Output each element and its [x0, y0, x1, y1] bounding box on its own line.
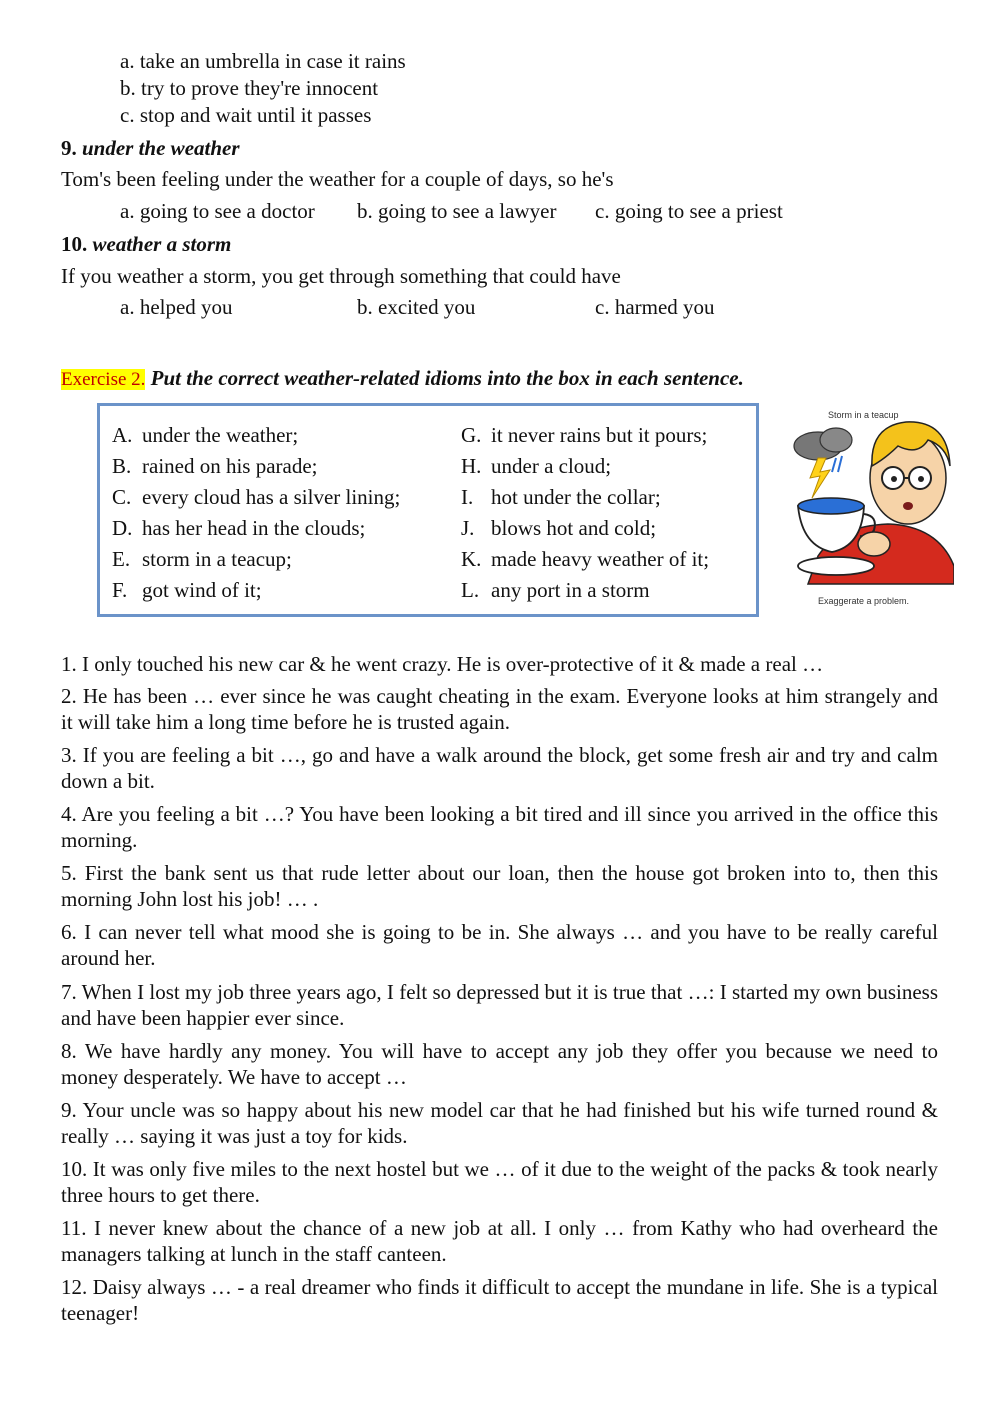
q9-heading [61, 135, 240, 161]
idiom-option-b: B. rained on his parade; [112, 454, 318, 478]
idiom-option-k: K. made heavy weather of it; [461, 547, 710, 571]
idiom-option-i: I. hot under the collar; [461, 485, 661, 509]
q8-option-b: b. try to prove they're innocent [120, 76, 379, 100]
cartoon-caption-top: Storm in a teacup [828, 410, 899, 420]
idiom-option-c: C. every cloud has a silver lining; [112, 485, 401, 509]
sentence-6: 6. I can never tell what mood she is going to be in. She always … and you have to be really careful around her. [61, 920, 938, 970]
q9-option-a: a. going to see a doctor [120, 199, 315, 223]
q9-idiom: under the weather [82, 136, 240, 160]
storm-in-teacup-illustration [778, 406, 954, 612]
q10-sentence: If you weather a storm, you get through something that could have [61, 264, 621, 288]
q9-option-c: c. going to see a priest [595, 199, 783, 223]
q10-heading [61, 231, 231, 257]
idiom-option-d: D. has her head in the clouds; [112, 516, 366, 540]
sentence-2: 2. He has been … ever since he was caught cheating in the exam. Everyone looks at him strangely and it will take him a long time before he is trusted again. [61, 684, 938, 734]
cartoon-caption-bottom: Exaggerate a problem. [818, 596, 910, 606]
sentence-11: 11. I never knew about the chance of a new job at all. I only … from Kathy who had overheard the managers talking at lunch in the staff canteen. [61, 1216, 938, 1266]
q9-number: 9. [61, 136, 77, 160]
sentence-8: 8. We have hardly any money. You will have to accept any job they offer you because we need to money desperately. We have to accept … [61, 1039, 938, 1089]
sentence-9: 9. Your uncle was so happy about his new model car that he had finished but his wife turned round & really … saying it was just a toy for kids. [61, 1098, 938, 1148]
q8-option-a: a. take an umbrella in case it rains [120, 49, 406, 73]
idiom-option-f: F. got wind of it; [112, 578, 262, 602]
exercise2-instruction: Put the correct weather-related idioms into the box in each sentence. [150, 366, 744, 390]
q10-option-c: c. harmed you [595, 295, 715, 319]
sentence-4: 4. Are you feeling a bit …? You have been looking a bit tired and ill since you arrived in the office this morning. [61, 802, 938, 852]
q10-idiom: weather a storm [92, 232, 232, 256]
sentence-5: 5. First the bank sent us that rude letter about our loan, then the house got broken into to, then this morning John lost his job! … . [61, 861, 938, 911]
q9-option-b: b. going to see a lawyer [357, 199, 557, 223]
q9-sentence: Tom's been feeling under the weather for a couple of days, so he's [61, 167, 614, 191]
exercise2-heading [61, 365, 744, 393]
idiom-box [97, 403, 759, 617]
sentence-3: 3. If you are feeling a bit …, go and have a walk around the block, get some fresh air and try and calm down a bit. [61, 743, 938, 793]
idiom-option-j: J. blows hot and cold; [461, 516, 657, 540]
q10-option-b: b. excited you [357, 295, 476, 319]
idiom-option-g: G. it never rains but it pours; [461, 423, 708, 447]
idiom-option-h: H. under a cloud; [461, 454, 612, 478]
sentence-10: 10. It was only five miles to the next hostel but we … of it due to the weight of the packs & took nearly three hours to get there. [61, 1157, 938, 1207]
sentence-1: 1. I only touched his new car & he went crazy. He is over-protective of it & made a real … [61, 652, 824, 676]
idiom-option-e: E. storm in a teacup; [112, 547, 292, 571]
sentence-7: 7. When I lost my job three years ago, I felt so depressed but it is true that …: I started my own business and have been happier ever since. [61, 980, 938, 1030]
q10-number: 10. [61, 232, 88, 256]
idiom-option-a: A. under the weather; [112, 423, 299, 447]
exercise2-label: Exercise 2. [61, 369, 146, 390]
q8-option-c: c. stop and wait until it passes [120, 103, 372, 127]
sentence-12: 12. Daisy always … - a real dreamer who finds it difficult to accept the mundane in life. She is a typical teenager! [61, 1275, 938, 1325]
idiom-option-l: L. any port in a storm [461, 578, 650, 602]
q10-option-a: a. helped you [120, 295, 233, 319]
